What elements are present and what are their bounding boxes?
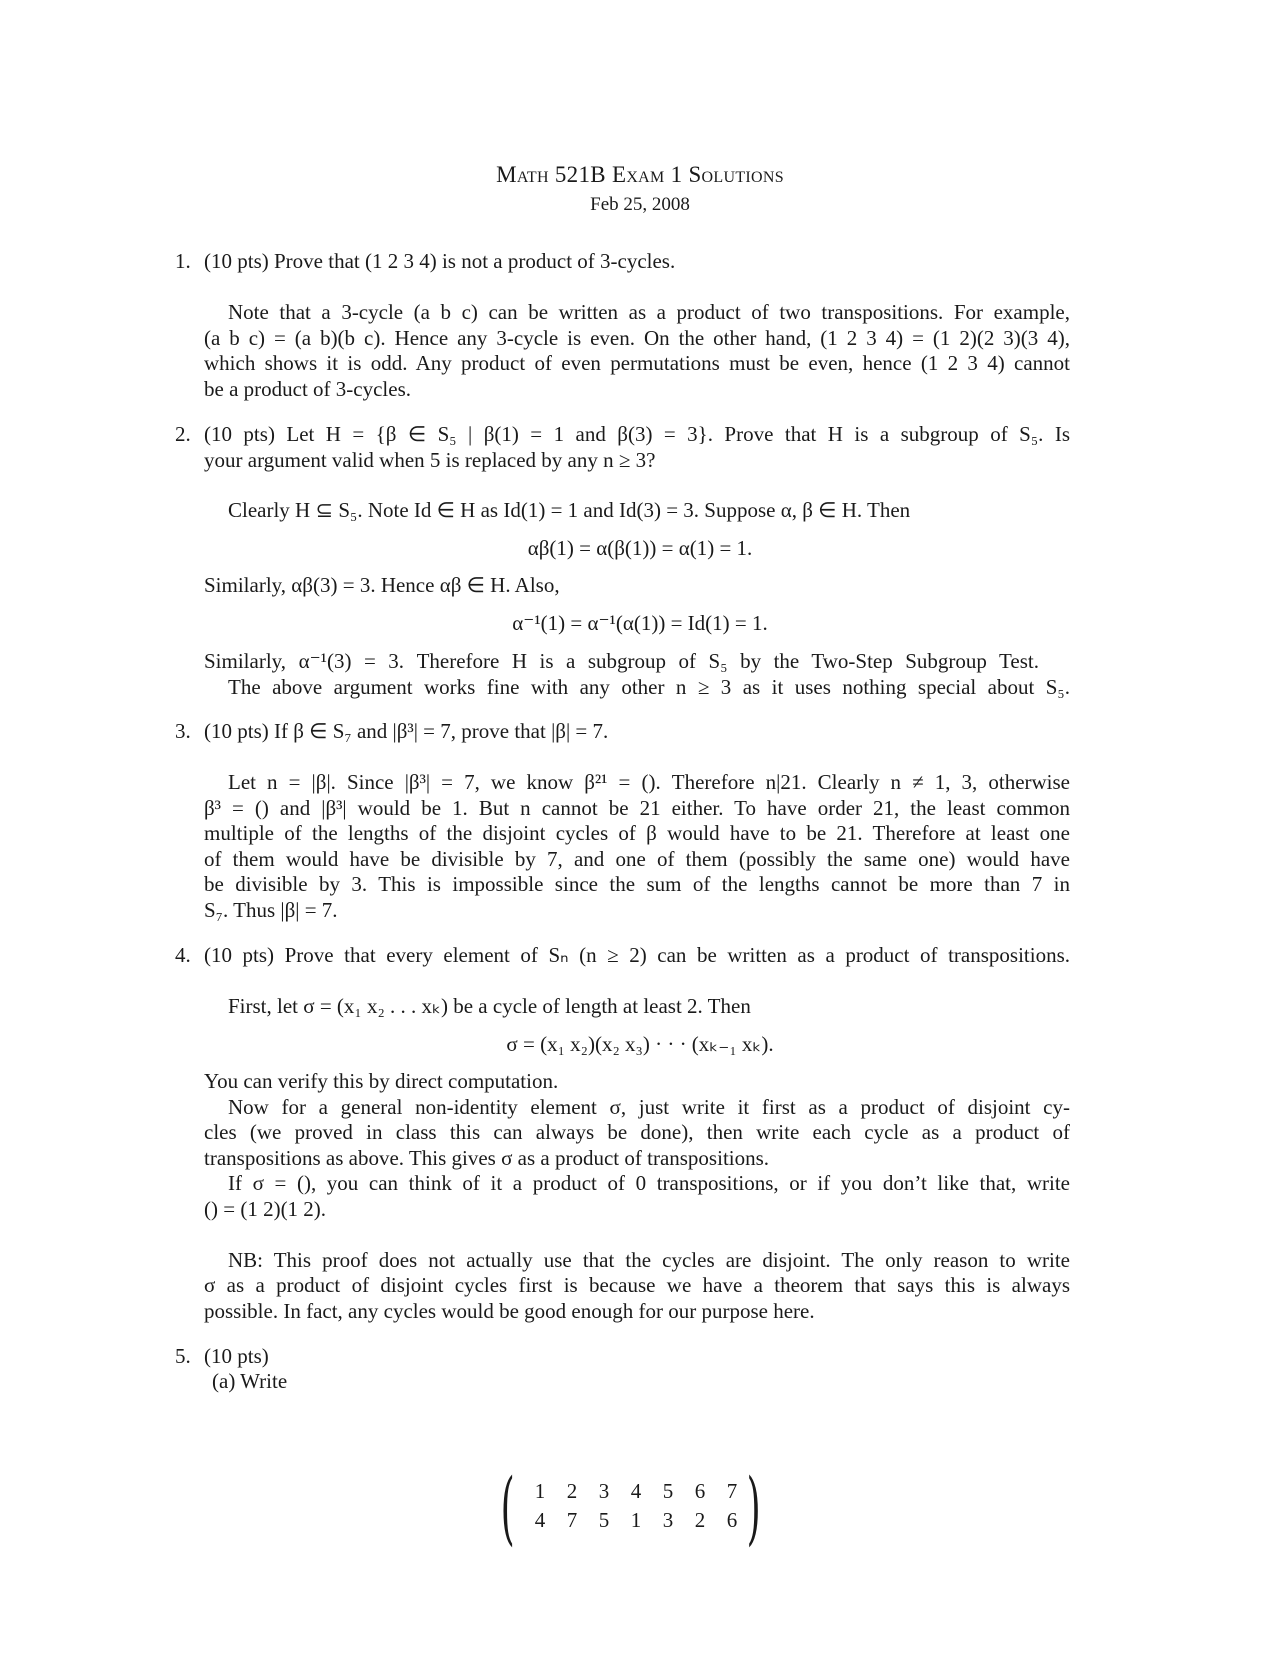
problem-2-statement: (10 pts) Let H = {β ∈ S₅ | β(1) = 1 and β(3) = 3}. Prove that H is a subgroup of S₅. Is [204, 422, 1070, 446]
document-date: Feb 25, 2008 [590, 194, 690, 215]
document-title: Math 521B Exam 1 Solutions [496, 162, 784, 187]
problem-4-number: 4. [175, 943, 191, 967]
problem-2-solution-line: Similarly, αβ(3) = 3. Hence αβ ∈ H. Also, [204, 573, 560, 597]
problem-1-solution-line: (a b c) = (a b)(b c). Hence any 3-cycle is even. On the other hand, (1 2 3 4) = (1 2)(2 3)(3 4), [204, 326, 1070, 350]
problem-5-statement: (10 pts) [204, 1344, 269, 1368]
matrix-cell: 2 [694, 1508, 706, 1532]
problem-2-number: 2. [175, 422, 191, 446]
problem-4-solution-line: If σ = (), you can think of it a product of 0 transpositions, or if you don’t like that, write [228, 1171, 1070, 1195]
problem-1-solution-line: be a product of 3-cycles. [204, 377, 411, 401]
problem-4-solution-line: () = (1 2)(1 2). [204, 1197, 327, 1221]
problem-4-note-line: possible. In fact, any cycles would be good enough for our purpose here. [204, 1299, 815, 1323]
left-paren: ( [500, 1461, 515, 1554]
problem-5-number: 5. [175, 1344, 191, 1368]
matrix-cell: 1 [534, 1479, 546, 1503]
matrix-cell: 6 [726, 1508, 738, 1532]
problem-3-solution-line: of them would have be divisible by 7, and one of them (possibly the same one) would have [204, 847, 1070, 871]
matrix-cell: 4 [630, 1479, 642, 1503]
matrix-cell: 3 [598, 1479, 610, 1503]
problem-4-statement: (10 pts) Prove that every element of Sₙ (n ≥ 2) can be written as a product of transpositions. [204, 943, 1070, 967]
matrix-cell: 1 [630, 1508, 642, 1532]
problem-2-solution-line: Clearly H ⊆ S₅. Note Id ∈ H as Id(1) = 1 and Id(3) = 3. Suppose α, β ∈ H. Then [228, 498, 911, 522]
problem-4-solution-line: You can verify this by direct computation. [204, 1069, 559, 1093]
problem-2-solution-line: Similarly, α⁻¹(3) = 3. Therefore H is a subgroup of S₅ by the Two-Step Subgroup Test. [204, 649, 1039, 673]
matrix-cell: 7 [726, 1479, 738, 1503]
problem-3-number: 3. [175, 719, 191, 743]
problem-1-solution-line: which shows it is odd. Any product of even permutations must be even, hence (1 2 3 4) cannot [204, 351, 1070, 375]
problem-4-display-equation: σ = (x₁ x₂)(x₂ x₃) · · · (xₖ₋₁ xₖ). [506, 1032, 774, 1056]
problem-3-solution-line: S₇. Thus |β| = 7. [204, 898, 338, 922]
right-paren: ) [746, 1461, 761, 1554]
problem-4-note-line: NB: This proof does not actually use that the cycles are disjoint. The only reason to write [228, 1248, 1070, 1272]
permutation-matrix [500, 1461, 768, 1557]
problem-2-solution-line: The above argument works fine with any other n ≥ 3 as it uses nothing special about S₅. [228, 675, 1070, 699]
problem-2-display-equation: α⁻¹(1) = α⁻¹(α(1)) = Id(1) = 1. [512, 611, 768, 635]
problem-2-statement: your argument valid when 5 is replaced by any n ≥ 3? [204, 448, 656, 472]
problem-3-solution-line: be divisible by 3. This is impossible since the sum of the lengths cannot be more than 7 in [204, 872, 1070, 896]
matrix-top-row [524, 1477, 748, 1506]
matrix-cell: 2 [566, 1479, 578, 1503]
matrix-cell: 5 [662, 1479, 674, 1503]
problem-4-solution-line: cles (we proved in class this can always be done), then write each cycle as a product of [204, 1120, 1070, 1144]
matrix-cell: 5 [598, 1508, 610, 1532]
matrix-cell: 7 [566, 1508, 578, 1532]
problem-4-note-line: σ as a product of disjoint cycles first is because we have a theorem that says this is always [204, 1273, 1070, 1297]
matrix-bottom-row [524, 1506, 748, 1535]
problem-1-statement: (10 pts) Prove that (1 2 3 4) is not a product of 3-cycles. [204, 249, 676, 273]
problem-3-statement: (10 pts) If β ∈ S₇ and |β³| = 7, prove that |β| = 7. [204, 719, 609, 743]
problem-3-solution-line: Let n = |β|. Since |β³| = 7, we know β²¹ = (). Therefore n|21. Clearly n ≠ 1, 3, otherwise [228, 770, 1070, 794]
problem-3-solution-line: multiple of the lengths of the disjoint cycles of β would have to be 21. Therefore at least one [204, 821, 1070, 845]
problem-2-display-equation: αβ(1) = α(β(1)) = α(1) = 1. [527, 536, 753, 560]
matrix-cell: 3 [662, 1508, 674, 1532]
problem-1-number: 1. [175, 249, 191, 273]
problem-4-solution-line: First, let σ = (x₁ x₂ . . . xₖ) be a cycle of length at least 2. Then [228, 994, 751, 1018]
problem-4-solution-line: transpositions as above. This gives σ as a product of transpositions. [204, 1146, 770, 1170]
problem-3-solution-line: β³ = () and |β³| would be 1. But n cannot be 21 either. To have order 21, the least common [204, 796, 1070, 820]
matrix-cell: 6 [694, 1479, 706, 1503]
problem-5-part-a: (a) Write [212, 1369, 288, 1393]
matrix-cell: 4 [534, 1508, 546, 1532]
permutation-table [524, 1477, 748, 1535]
problem-4-solution-line: Now for a general non-identity element σ, just write it first as a product of disjoint cy- [228, 1095, 1070, 1119]
problem-1-solution-line: Note that a 3-cycle (a b c) can be written as a product of two transpositions. For example, [228, 300, 1070, 324]
